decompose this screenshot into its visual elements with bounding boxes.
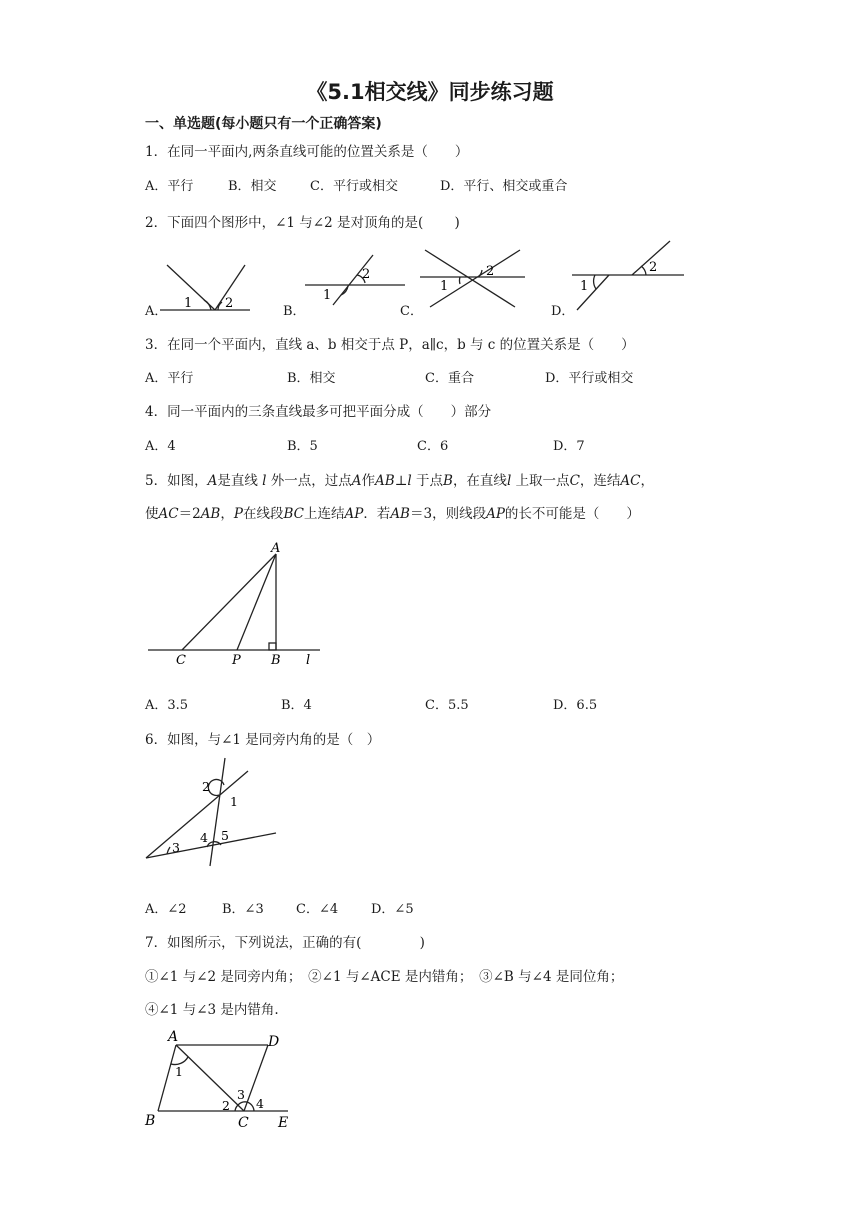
point-d-label: D [268,1034,280,1050]
question-7-statements-line-2: ④∠1 与∠3 是内错角. [145,1002,279,1018]
question-3-option-b[interactable]: B．相交 [287,371,336,386]
question-4-option-a[interactable]: A．4 [145,439,176,454]
question-6-stem: 6．如图，与∠1 是同旁内角的是（ ） [145,732,381,748]
question-5-figure [148,540,333,670]
point-c-label: C [176,653,186,668]
question-4-option-c[interactable]: C．6 [417,439,449,454]
question-1-option-c[interactable]: C．平行或相交 [310,179,398,194]
svg-text:1: 1 [440,279,449,294]
point-b-label: B [271,653,281,668]
question-2-figure-d [572,238,692,318]
point-e-label: E [278,1115,289,1131]
angle-2-label: 2 [225,296,234,311]
question-6-option-c[interactable]: C．∠4 [296,902,339,917]
angle-5-label: 5 [221,828,229,843]
question-2-option-a[interactable]: A． [145,304,168,319]
question-3-option-c[interactable]: C．重合 [425,371,474,386]
question-1-stem: 1．在同一平面内,两条直线可能的位置关系是（ ） [145,144,469,160]
question-3-option-d[interactable]: D．平行或相交 [545,371,634,386]
angle-3-label: 3 [237,1087,245,1102]
question-5-option-d[interactable]: D．6.5 [553,698,598,713]
angle-1-label: 1 [175,1064,183,1079]
question-7-statements-line-1: ①∠1 与∠2 是同旁内角； ②∠1 与∠ACE 是内错角； ③∠B 与∠4 是同位角； [145,969,624,985]
question-1-option-d[interactable]: D．平行、相交或重合 [440,179,568,194]
angle-1-label: 1 [184,296,193,311]
svg-text:2: 2 [362,267,371,282]
angle-2-label: 2 [222,1098,230,1113]
section-heading: 一、单选题(每小题只有一个正确答案) [145,116,382,132]
question-5-stem-line-2: 使AC＝2AB，P在线段BC上连结AP．若AB＝3，则线段AP的长不可能是（ ） [145,506,640,522]
question-3-option-a[interactable]: A．平行 [145,371,194,386]
line-l-label: l [306,653,311,668]
point-a-label: A [168,1029,179,1045]
question-2-option-d[interactable]: D． [551,304,575,319]
svg-text:2: 2 [486,264,495,279]
question-2-figure-b [305,255,410,315]
question-1-option-a[interactable]: A．平行 [145,179,194,194]
angle-2-label: 2 [202,779,210,794]
question-6-figure [143,758,283,868]
question-5-option-a[interactable]: A．3.5 [145,698,189,713]
question-6-option-a[interactable]: A．∠2 [145,902,187,917]
question-5-option-c[interactable]: C．5.5 [425,698,469,713]
question-4-option-b[interactable]: B．5 [287,439,318,454]
angle-4-label: 4 [200,830,208,845]
page-title: 《5.1相交线》同步练习题 [306,80,554,104]
question-7-figure [140,1028,300,1138]
question-4-stem: 4．同一平面内的三条直线最多可把平面分成（ ）部分 [145,404,492,420]
question-2-option-b[interactable]: B． [283,304,306,319]
svg-text:1: 1 [323,288,332,303]
point-c-label: C [238,1115,249,1131]
question-2-figure-c [420,245,530,315]
angle-3-label: 3 [172,840,180,855]
question-3-stem: 3．在同一个平面内，直线 a、b 相交于点 P，a∥c，b 与 c 的位置关系是（ ） [145,337,635,353]
question-2-figure-a [160,260,260,320]
question-6-option-b[interactable]: B．∠3 [222,902,264,917]
question-5-stem-line-1: 5．如图，A是直线 l 外一点，过点A作AB⊥l 于点B，在直线l 上取一点C，连结AC， [145,473,654,489]
angle-1-label: 1 [230,794,238,809]
question-6-option-d[interactable]: D．∠5 [371,902,414,917]
svg-text:2: 2 [649,260,658,275]
angle-4-label: 4 [256,1096,264,1111]
question-7-stem: 7．如图所示，下列说法，正确的有( ) [145,935,425,951]
question-2-stem: 2．下面四个图形中，∠1 与∠2 是对顶角的是( ) [145,215,460,231]
svg-text:1: 1 [580,279,589,294]
question-5-option-b[interactable]: B．4 [281,698,312,713]
point-b-label: B [145,1113,156,1129]
question-1-option-b[interactable]: B．相交 [228,179,277,194]
point-a-label: A [271,541,281,556]
question-2-option-c[interactable]: C． [400,304,423,319]
point-p-label: P [232,653,241,668]
question-4-option-d[interactable]: D．7 [553,439,585,454]
